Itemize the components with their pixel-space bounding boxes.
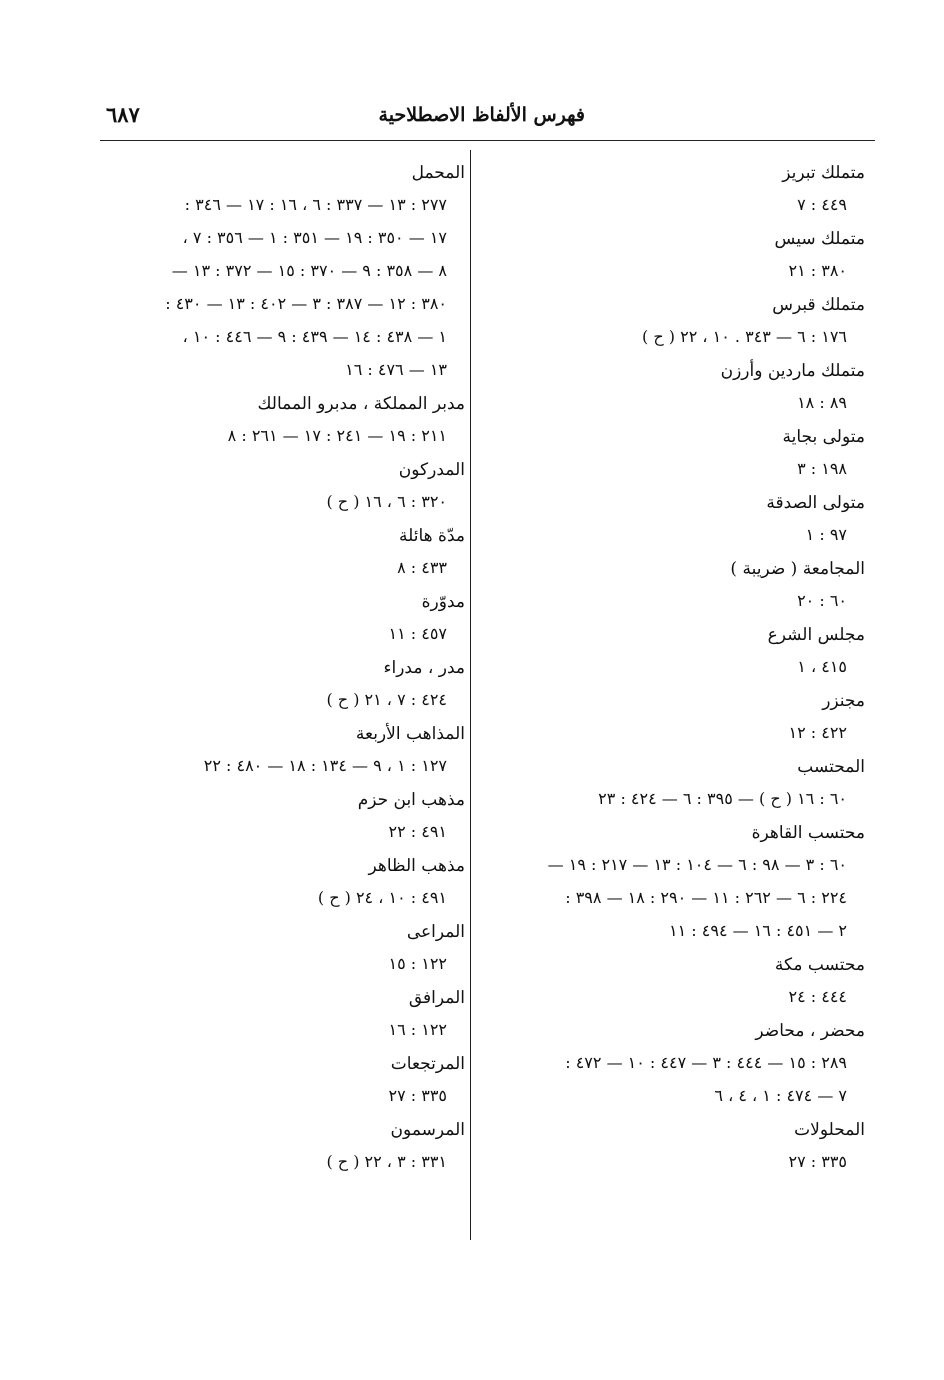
page-reference: ١٩٨ : ٣ [797, 459, 847, 478]
page-reference: ٤٢٤ : ٧ ، ٢١ ( ح ) [326, 690, 447, 709]
page-reference: ٦٠ : ١٦ ( ح ) — ٣٩٥ : ٦ — ٤٢٤ : ٢٣ [598, 789, 847, 808]
page-reference: ٤١٥ ، ١ [797, 657, 847, 676]
index-entry [490, 228, 865, 282]
index-entry [490, 756, 865, 810]
index-term: المراعى [406, 922, 465, 942]
index-entry [100, 657, 465, 711]
index-term: متولى بجاية [782, 427, 865, 447]
index-term: المجامعة ( ضريبة ) [730, 559, 865, 579]
index-term: محتسب القاهرة [751, 823, 865, 843]
index-entry [100, 162, 465, 381]
index-term: المحلولات [794, 1120, 865, 1140]
page-reference: ٢٢٤ : ٦ — ٢٦٢ : ١١ — ٢٩٠ : ١٨ — ٣٩٨ : [565, 888, 847, 907]
index-term: مذهب ابن حزم [357, 790, 465, 810]
index-entry [490, 1119, 865, 1173]
index-term: متملك سيس [774, 229, 865, 249]
index-term: محضر ، محاضر [755, 1021, 865, 1041]
page-reference: ٣٢٠ : ٦ ، ١٦ ( ح ) [326, 492, 447, 511]
index-entry [490, 690, 865, 744]
index-term: متملك تبريز [782, 163, 865, 183]
index-entry [490, 558, 865, 612]
index-term: المحتسب [797, 757, 865, 777]
index-term: محتسب مكة [774, 955, 865, 975]
page-header [100, 98, 875, 141]
index-term: مدر ، مدراء [383, 658, 465, 678]
index-entry [100, 723, 465, 777]
index-entry [490, 294, 865, 348]
page-reference: ٨٩ : ١٨ [797, 393, 847, 412]
index-entry [100, 1119, 465, 1173]
page-reference: ٢٧٧ : ١٣ — ٣٣٧ : ٦ ، ١٦ : ١٧ — ٣٤٦ : [184, 195, 447, 214]
index-term: المرافق [408, 988, 465, 1008]
page-reference: ٩٧ : ١ [805, 525, 847, 544]
index-term: مدبر المملكة ، مدبرو الممالك [257, 394, 465, 414]
index-term: المدركون [398, 460, 465, 480]
page-reference: ١٢٢ : ١٦ [388, 1020, 447, 1039]
page-reference: ٣٨٠ : ٢١ [788, 261, 847, 280]
page-reference: ١ — ٤٣٨ : ١٤ — ٤٣٩ : ٩ — ٤٤٦ : ١٠ ، [182, 327, 447, 346]
index-entry [490, 360, 865, 414]
index-term: مدوّرة [421, 592, 465, 612]
index-term: مجلس الشرع [767, 625, 865, 645]
index-entry [100, 987, 465, 1041]
page-reference: ٢١١ : ١٩ — ٢٤١ : ١٧ — ٢٦١ : ٨ [227, 426, 447, 445]
page-reference: ١٧ — ٣٥٠ : ١٩ — ٣٥١ : ١ — ٣٥٦ : ٧ ، [182, 228, 447, 247]
index-term: مذهب الظاهر [368, 856, 465, 876]
index-entry [100, 1053, 465, 1107]
index-term: متملك قبرس [772, 295, 865, 315]
page-reference: ٦٠ : ٣ — ٩٨ : ٦ — ١٠٤ : ١٣ — ٢١٧ : ١٩ — [547, 855, 847, 874]
page-reference: ٨ — ٣٥٨ : ٩ — ٣٧٠ : ١٥ — ٣٧٢ : ١٣ — [171, 261, 447, 280]
page-reference: ١٢٧ : ١ ، ٩ — ١٣٤ : ١٨ — ٤٨٠ : ٢٢ [203, 756, 447, 775]
index-entry [490, 624, 865, 678]
index-column-right [490, 162, 865, 1173]
index-entry [100, 921, 465, 975]
index-entry [100, 591, 465, 645]
index-term: المحمل [411, 163, 465, 183]
page-reference: ٧ — ٤٧٤ : ١ ، ٤ ، ٦ [714, 1086, 847, 1105]
index-term: المرسمون [390, 1120, 465, 1140]
index-entry [490, 426, 865, 480]
index-entry [490, 822, 865, 942]
page-reference: ٤٢٢ : ١٢ [788, 723, 847, 742]
page-reference: ٤٤٩ : ٧ [797, 195, 847, 214]
index-term: المذاهب الأربعة [355, 724, 465, 744]
page-number: ٦٨٧ [106, 102, 140, 127]
index-entry [490, 162, 865, 216]
index-entry [100, 393, 465, 447]
index-entry [490, 1020, 865, 1107]
index-entry [100, 525, 465, 579]
page-reference: ٤٩١ : ١٠ ، ٢٤ ( ح ) [317, 888, 447, 907]
index-column-left [100, 162, 465, 1173]
page-reference: ٣٣١ : ٣ ، ٢٢ ( ح ) [326, 1152, 447, 1171]
page-reference: ٢٨٩ : ١٥ — ٤٤٤ : ٣ — ٤٤٧ : ١٠ — ٤٧٢ : [565, 1053, 847, 1072]
page-reference: ٤٣٣ : ٨ [397, 558, 447, 577]
page-reference: ٣٣٥ : ٢٧ [388, 1086, 447, 1105]
index-entry [100, 459, 465, 513]
page-reference: ١٧٦ : ٦ — ٣٤٣ . ١٠ ، ٢٢ ( ح ) [642, 327, 847, 346]
page-reference: ٤٩١ : ٢٢ [388, 822, 447, 841]
page-reference: ٣٣٥ : ٢٧ [788, 1152, 847, 1171]
index-entry [490, 954, 865, 1008]
page-reference: ٢ — ٤٥١ : ١٦ — ٤٩٤ : ١١ [669, 921, 847, 940]
index-term: مجنزر [822, 691, 865, 711]
page-reference: ١٣ — ٤٧٦ : ١٦ [345, 360, 447, 379]
page-reference: ٦٠ : ٢٠ [797, 591, 847, 610]
index-entry [100, 789, 465, 843]
index-term: متملك ماردين وأرزن [720, 361, 865, 381]
index-term: المرتجعات [390, 1054, 465, 1074]
index-entry [100, 855, 465, 909]
page-reference: ٤٤٤ : ٢٤ [788, 987, 847, 1006]
index-entry [490, 492, 865, 546]
page-reference: ١٢٢ : ١٥ [388, 954, 447, 973]
page-reference: ٣٨٠ : ١٢ — ٣٨٧ : ٣ — ٤٠٢ : ١٣ — ٤٣٠ : [165, 294, 447, 313]
page-title: فهرس الألفاظ الاصطلاحية [378, 104, 585, 126]
index-term: متولى الصدقة [766, 493, 865, 513]
page-reference: ٤٥٧ : ١١ [388, 624, 447, 643]
index-term: مدّة هائلة [399, 526, 465, 546]
column-divider [470, 150, 471, 1240]
